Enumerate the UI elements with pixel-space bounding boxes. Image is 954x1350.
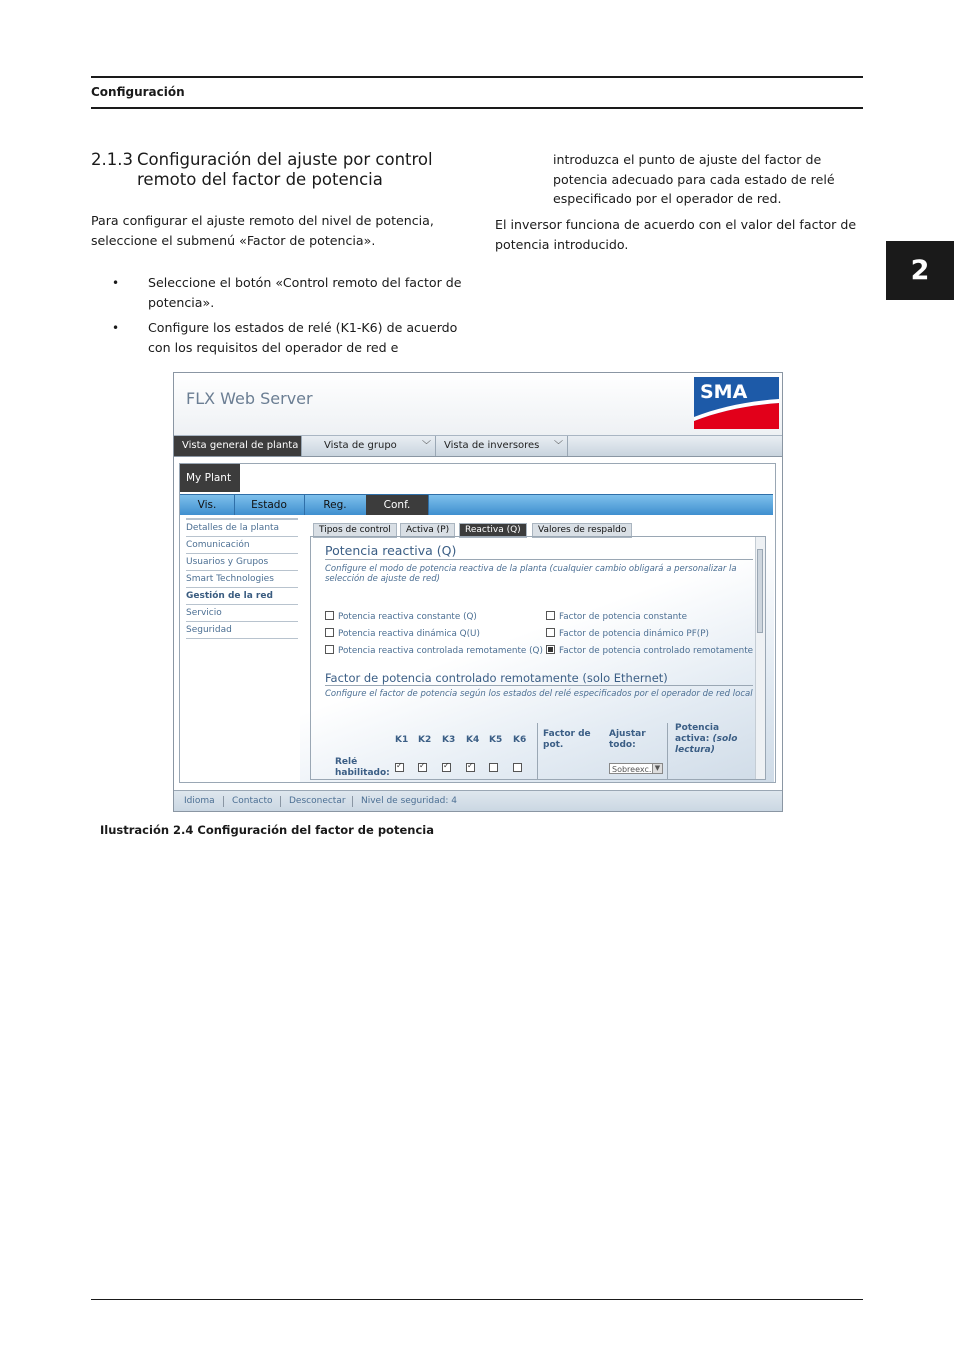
checkbox-checked[interactable]: [546, 645, 555, 654]
pf-remote-description: Configure el factor de potencia según los estados del relé especificados por el operador de red local: [325, 689, 753, 699]
chapter-tab: 2: [886, 241, 954, 300]
panel-scrollbar[interactable]: [755, 537, 765, 779]
main-area: [179, 463, 776, 783]
settings-panel: [310, 536, 766, 780]
chevron-down-icon: ﹀: [421, 441, 431, 451]
chevron-down-icon: ﹀: [553, 441, 563, 451]
closing-paragraph: El inversor funciona de acuerdo con el valor del factor de potencia introducido.: [495, 217, 857, 252]
option-remote-q[interactable]: [325, 645, 543, 656]
sma-logo: [694, 377, 779, 429]
subnav-conf[interactable]: Conf.: [366, 495, 429, 515]
app-footer: [174, 790, 782, 812]
reactive-description: Configure el modo de potencia reactiva de la planta (cualquier cambio obligará a personalizar la selección de ajuste de red): [325, 564, 737, 584]
active-power-label: activa:: [675, 734, 710, 744]
checkbox[interactable]: [546, 611, 555, 620]
select-value: Sobreexc.: [612, 765, 652, 774]
relay-k4-checkbox[interactable]: [466, 763, 479, 774]
checkbox[interactable]: [489, 763, 498, 772]
k4-header: K4: [466, 735, 480, 745]
column-divider: [537, 723, 538, 779]
option-label: Potencia reactiva controlada remotamente (Q): [338, 646, 543, 656]
tab-my-plant[interactable]: My Plant: [180, 464, 240, 492]
option-dynamic-qu[interactable]: [325, 628, 480, 639]
intro-paragraph: Para configurar el ajuste remoto del nivel de potencia, seleccione el submenú «Factor de potencia».: [91, 213, 434, 248]
option-dynamic-pf[interactable]: [546, 628, 709, 639]
scrollbar-thumb[interactable]: [757, 549, 763, 633]
tab-control-types[interactable]: Tipos de control: [313, 523, 397, 538]
pf-column-header: Factor de pot.: [543, 729, 591, 750]
figure-caption: Ilustración 2.4 Configuración del factor de potencia: [100, 823, 434, 837]
subnav-vis[interactable]: Vis.: [180, 495, 235, 515]
header-top-rule: [91, 76, 863, 78]
side-item-grid-management[interactable]: Gestión de la red: [186, 588, 298, 605]
bullet-item-2: Configure los estados de relé (K1-K6) de acuerdo con los requisitos del operador de red e: [148, 320, 458, 355]
k6-header: K6: [513, 735, 527, 745]
option-label: Factor de potencia controlado remotamente: [559, 646, 754, 656]
footer-rule: [91, 1299, 863, 1300]
app-title: FLX Web Server: [186, 389, 313, 408]
active-power-label: Potencia: [675, 723, 720, 733]
option-constant-pf[interactable]: [546, 611, 687, 622]
side-item-security[interactable]: Seguridad: [186, 622, 298, 639]
checkbox[interactable]: [325, 611, 334, 620]
sub-nav: [180, 494, 773, 515]
checkbox[interactable]: [325, 645, 334, 654]
adjust-all-header: Ajustar todo:: [609, 729, 646, 750]
footer-language-link[interactable]: Idioma: [184, 796, 215, 806]
tab-reactive-q[interactable]: Reactiva (Q): [459, 523, 527, 538]
nav-label: Vista de inversores: [444, 440, 540, 451]
k1-header: K1: [395, 735, 409, 745]
option-constant-q[interactable]: [325, 611, 477, 622]
tab-active-p[interactable]: Activa (P): [400, 523, 455, 538]
checkbox-checked[interactable]: [466, 763, 475, 772]
side-item-communication[interactable]: Comunicación: [186, 537, 298, 554]
column-divider: [667, 723, 668, 779]
footer-separator: [352, 796, 353, 807]
side-item-smart-technologies[interactable]: Smart Technologies: [186, 571, 298, 588]
side-item-service[interactable]: Servicio: [186, 605, 298, 622]
k3-header: K3: [442, 735, 456, 745]
pf-remote-heading: Factor de potencia controlado remotamente (solo Ethernet): [325, 671, 668, 685]
footer-separator: [280, 796, 281, 807]
bullet-dot: •: [112, 321, 120, 335]
reactive-heading: Potencia reactiva (Q): [325, 543, 457, 558]
nav-label: Vista de grupo: [324, 440, 397, 451]
nav-label: Vista general de planta: [182, 440, 299, 451]
footer-logout-link[interactable]: Desconectar: [289, 796, 346, 806]
running-header: Configuración: [91, 85, 185, 99]
relay-k1-checkbox[interactable]: [395, 763, 408, 774]
footer-security-level: Nivel de seguridad: 4: [361, 796, 457, 806]
nav-plant-overview[interactable]: [174, 436, 302, 456]
active-power-header: [675, 723, 747, 756]
app-banner: [174, 373, 782, 435]
relay-k3-checkbox[interactable]: [442, 763, 455, 774]
checkbox[interactable]: [325, 628, 334, 637]
chevron-down-icon: ▼: [652, 764, 662, 773]
main-nav: [174, 435, 782, 457]
relay-k5-checkbox[interactable]: [489, 763, 502, 774]
tab-backup-values[interactable]: Valores de respaldo: [532, 523, 632, 538]
checkbox-checked[interactable]: [442, 763, 451, 772]
option-label: Factor de potencia dinámico PF(P): [559, 629, 709, 639]
nav-inverter-view[interactable]: [436, 436, 568, 456]
option-label: Potencia reactiva constante (Q): [338, 612, 477, 622]
option-label: Factor de potencia constante: [559, 612, 688, 622]
content-pane: [300, 518, 774, 782]
checkbox-checked[interactable]: [418, 763, 427, 772]
read-only-note: (solo lectura): [675, 734, 738, 755]
relay-k2-checkbox[interactable]: [418, 763, 431, 774]
bullet-continuation: introduzca el punto de ajuste del factor de potencia adecuado para cada estado de relé especificado por el operador de red.: [553, 152, 835, 206]
option-label: Potencia reactiva dinámica Q(U): [338, 629, 480, 639]
relay-k6-checkbox[interactable]: [513, 763, 526, 774]
option-remote-pf[interactable]: [546, 645, 753, 656]
subnav-reg[interactable]: Reg.: [304, 495, 367, 515]
relay-enabled-label: Relé habilitado:: [335, 757, 390, 777]
checkbox[interactable]: [546, 628, 555, 637]
side-item-plant-details[interactable]: Detalles de la planta: [186, 520, 298, 537]
checkbox-checked[interactable]: [395, 763, 404, 772]
footer-separator: [223, 796, 224, 807]
heading-rule: [325, 559, 753, 560]
nav-group-view[interactable]: [302, 436, 436, 456]
bullet-dot: •: [112, 276, 120, 290]
header-bottom-rule: [91, 107, 863, 109]
footer-contact-link[interactable]: Contacto: [232, 796, 273, 806]
checkbox[interactable]: [513, 763, 522, 772]
k5-header: K5: [489, 735, 503, 745]
subnav-estado[interactable]: Estado: [234, 495, 305, 515]
k2-header: K2: [418, 735, 432, 745]
section-title: Configuración del ajuste por control remoto del factor de potencia: [137, 150, 433, 189]
bullet-item-1: Seleccione el botón «Control remoto del factor de potencia».: [148, 275, 462, 310]
sma-logo-text: SMA: [700, 381, 748, 403]
web-server-screenshot: [173, 372, 783, 812]
section-number: 2.1.3: [91, 150, 133, 169]
adjust-all-select[interactable]: [609, 763, 663, 774]
heading-rule: [325, 685, 753, 686]
side-item-users-groups[interactable]: Usuarios y Grupos: [186, 554, 298, 571]
side-menu: [180, 518, 299, 782]
